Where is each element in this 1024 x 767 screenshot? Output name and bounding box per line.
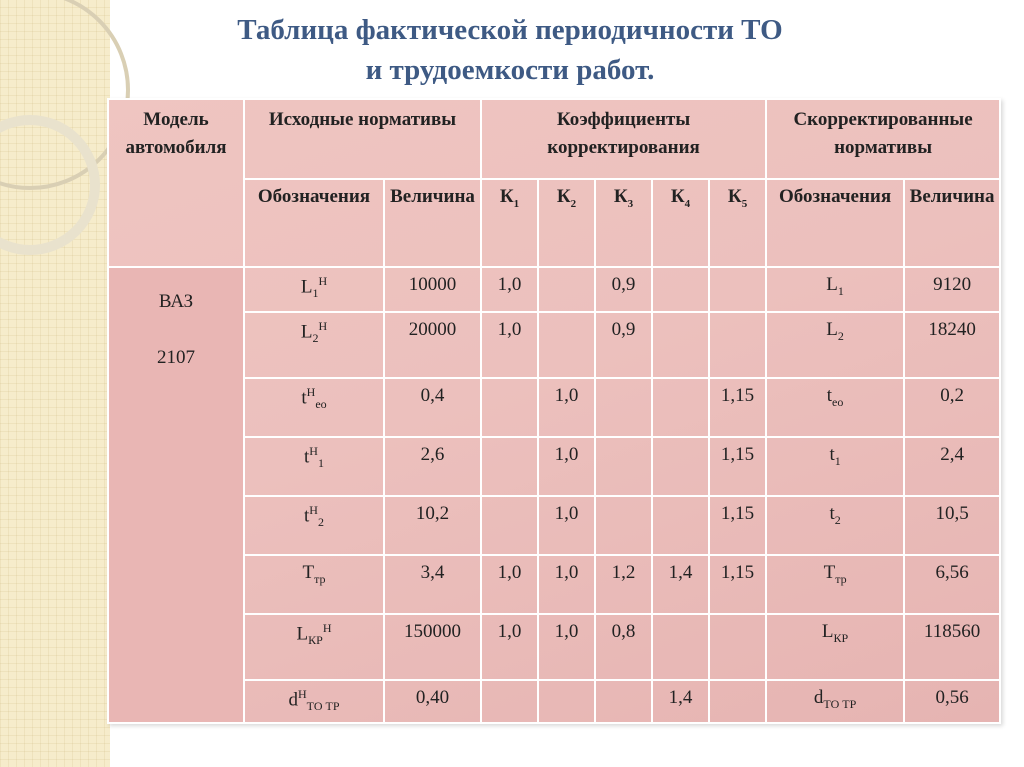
- value-cell: 150000: [384, 614, 481, 680]
- corrected-value-cell: 6,56: [904, 555, 1000, 614]
- k3-cell: [595, 437, 652, 496]
- title-line-1: Таблица фактической периодичности ТО: [237, 14, 783, 46]
- k1-cell: 1,0: [481, 267, 538, 312]
- k5-cell: [709, 680, 766, 723]
- k2-cell: 1,0: [538, 378, 595, 437]
- k4-cell: [652, 437, 709, 496]
- header-corrected-norms: Скорректированные нормативы: [766, 99, 1000, 179]
- corrected-designation-cell: $t_{ео}$: [766, 378, 904, 437]
- corrected-value-cell: 10,5: [904, 496, 1000, 555]
- k1-cell: [481, 680, 538, 723]
- corrected-value-cell: 118560: [904, 614, 1000, 680]
- k2-cell: 1,0: [538, 614, 595, 680]
- header-designation: Обозначения: [244, 179, 384, 267]
- value-cell: 0,40: [384, 680, 481, 723]
- corrected-designation-cell: $Т_{тр}$: [766, 555, 904, 614]
- k3-cell: [595, 378, 652, 437]
- value-cell: 0,4: [384, 378, 481, 437]
- k5-cell: [709, 614, 766, 680]
- k1-cell: [481, 378, 538, 437]
- k1-cell: [481, 496, 538, 555]
- designation-cell: $d^Н_{ТО ТР}$: [244, 680, 384, 723]
- k5-cell: 1,15: [709, 378, 766, 437]
- k4-cell: 1,4: [652, 555, 709, 614]
- header-coefficients: Коэффициенты корректирования: [481, 99, 766, 179]
- car-model: ВАЗ 2107: [108, 267, 244, 723]
- designation-cell: $L_{КР}^Н$: [244, 614, 384, 680]
- designation-cell: $L_2^Н$: [244, 312, 384, 378]
- k4-cell: [652, 312, 709, 378]
- periodicity-table: [107, 98, 1001, 724]
- k2-cell: [538, 312, 595, 378]
- corrected-value-cell: 0,56: [904, 680, 1000, 723]
- k5-cell: [709, 312, 766, 378]
- corrected-designation-cell: $d_{ТО ТР}$: [766, 680, 904, 723]
- k4-cell: [652, 267, 709, 312]
- k5-cell: [709, 267, 766, 312]
- k5-cell: 1,15: [709, 555, 766, 614]
- k3-cell: 0,9: [595, 312, 652, 378]
- corrected-designation-cell: $t_1$: [766, 437, 904, 496]
- value-cell: 3,4: [384, 555, 481, 614]
- value-cell: 10000: [384, 267, 481, 312]
- k5-cell: 1,15: [709, 496, 766, 555]
- header-initial-norms: Исходные нормативы: [244, 99, 481, 179]
- k3-cell: 0,9: [595, 267, 652, 312]
- k4-cell: [652, 378, 709, 437]
- header-k5: $К_5$: [709, 179, 766, 267]
- value-cell: 20000: [384, 312, 481, 378]
- corrected-designation-cell: $L_1$: [766, 267, 904, 312]
- k4-cell: 1,4: [652, 680, 709, 723]
- corrected-value-cell: 9120: [904, 267, 1000, 312]
- designation-cell: $Т_{тр}$: [244, 555, 384, 614]
- k3-cell: [595, 680, 652, 723]
- header-designation-corrected: Обозначения: [766, 179, 904, 267]
- corrected-value-cell: 18240: [904, 312, 1000, 378]
- header-k2: $К_2$: [538, 179, 595, 267]
- k2-cell: 1,0: [538, 496, 595, 555]
- k5-cell: 1,15: [709, 437, 766, 496]
- table-row: [108, 267, 1000, 312]
- k2-cell: [538, 680, 595, 723]
- header-k4: $К_4$: [652, 179, 709, 267]
- k4-cell: [652, 614, 709, 680]
- header-k1: $К_1$: [481, 179, 538, 267]
- corrected-designation-cell: $t_2$: [766, 496, 904, 555]
- designation-cell: $L_1^Н$: [244, 267, 384, 312]
- k3-cell: 1,2: [595, 555, 652, 614]
- value-cell: 2,6: [384, 437, 481, 496]
- header-k3: $К_3$: [595, 179, 652, 267]
- slide-title: [110, 10, 910, 90]
- designation-cell: $t^Н_{ео}$: [244, 378, 384, 437]
- k2-cell: 1,0: [538, 437, 595, 496]
- designation-cell: $t^Н_1$: [244, 437, 384, 496]
- k3-cell: [595, 496, 652, 555]
- corrected-value-cell: 2,4: [904, 437, 1000, 496]
- k1-cell: 1,0: [481, 614, 538, 680]
- corrected-value-cell: 0,2: [904, 378, 1000, 437]
- k3-cell: 0,8: [595, 614, 652, 680]
- header-model: Модель автомобиля: [108, 99, 244, 267]
- designation-cell: $t^Н_2$: [244, 496, 384, 555]
- k1-cell: 1,0: [481, 312, 538, 378]
- k2-cell: 1,0: [538, 555, 595, 614]
- k4-cell: [652, 496, 709, 555]
- corrected-designation-cell: $L_{КР}$: [766, 614, 904, 680]
- k1-cell: 1,0: [481, 555, 538, 614]
- title-line-2: и трудоемкости работ.: [365, 54, 655, 86]
- header-value: Величина: [384, 179, 481, 267]
- header-value-corrected: Величина: [904, 179, 1000, 267]
- k2-cell: [538, 267, 595, 312]
- value-cell: 10,2: [384, 496, 481, 555]
- corrected-designation-cell: $L_2$: [766, 312, 904, 378]
- k1-cell: [481, 437, 538, 496]
